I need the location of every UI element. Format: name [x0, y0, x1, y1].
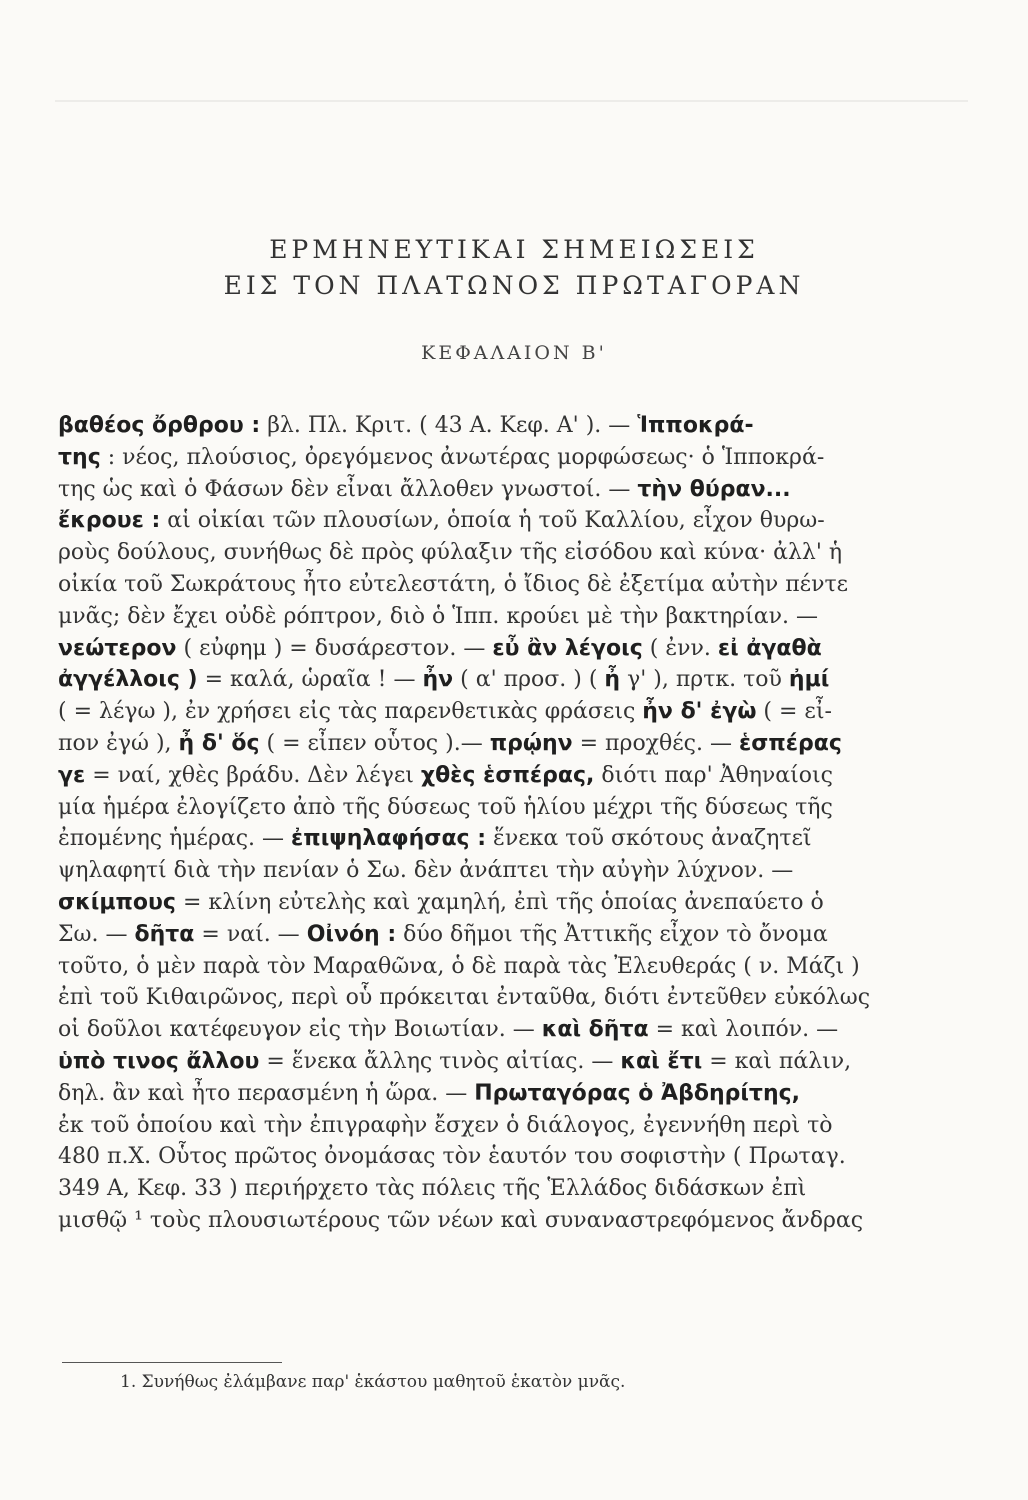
gloss: αἱ οἰκίαι τῶν πλουσίων, ὁποία ἡ τοῦ Καλλίου, εἶχον θυρω- [160, 508, 825, 534]
text-line [58, 537, 914, 569]
lemma: Οἰνόη : [306, 921, 397, 947]
text-line [58, 792, 914, 824]
footnote: 1. Συνήθως ἐλάμβανε παρ' ἑκάστου μαθητοῦ ἑκατὸν μνᾶς. [120, 1372, 626, 1392]
title-line-2: ΕΙΣ ΤΟΝ ΠΛΑΤΩΝΟΣ ΠΡΩΤΑΓΟΡΑΝ [223, 271, 805, 300]
text-line [58, 1141, 914, 1173]
text-line [58, 696, 914, 728]
gloss: : νέος, πλούσιος, ὀρεγόμενος ἀνωτέρας μορφώσεως· ὁ Ἱπποκρά- [100, 444, 825, 470]
lemma: της [58, 444, 101, 470]
gloss: = κλίνη εὐτελὴς καὶ χαμηλή, ἐπὶ τῆς ὁποίας ἀνεπαύετο ὁ [175, 889, 824, 915]
lemma: τὴν θύραν... [637, 476, 791, 502]
lemma: δῆτα [134, 921, 195, 947]
gloss: μία ἡμέρα ἐλογίζετο ἀπὸ τῆς δύσεως τοῦ ἡλίου μέχρι τῆς δύσεως τῆς [58, 794, 833, 820]
gloss: = καὶ λοιπόν. — [648, 1017, 839, 1043]
gloss: μνᾶς; δὲν ἔχει οὐδὲ ρόπτρον, διὸ ὁ Ἱππ. κρούει μὲ τὴν βακτηρίαν. — [58, 603, 818, 629]
text-line [58, 1173, 914, 1205]
gloss: 480 π.Χ. Οὗτος πρῶτος ὀνομάσας τὸν ἑαυτόν του σοφιστὴν ( Πρωταγ. [58, 1144, 846, 1170]
gloss: ψηλαφητί διὰ τὴν πενίαν ὁ Σω. δὲν ἀνάπτει τὴν αὐγὴν λύχνον. — [58, 858, 794, 884]
lemma: Ἱπποκρά- [637, 413, 754, 438]
gloss: 349 Α, Κεφ. 33 ) περιήρχετο τὰς πόλεις τῆς Ἑλλάδος διδάσκων ἐπὶ [58, 1176, 807, 1202]
lemma: εὖ ἂν λέγοις [492, 635, 643, 661]
lemma: ἔκρουε : [58, 508, 161, 534]
text-line [58, 1078, 914, 1110]
text-line [58, 442, 914, 474]
text-line [58, 664, 914, 696]
lemma: ἦν [422, 667, 454, 693]
chapter-label: ΚΕΦΑΛΑΙΟΝ Β' [421, 342, 607, 364]
gloss: τοῦτο, ὁ μὲν παρὰ τὸν Μαραθῶνα, ὁ δὲ παρὰ τὰς Ἐλευθεράς ( ν. Μάζι ) [58, 953, 860, 979]
gloss: ροὺς δούλους, συνήθως δὲ πρὸς φύλαξιν τῆς εἰσόδου καὶ κύνα· ἀλλ' ἡ [58, 540, 843, 566]
title-line-1: ΕΡΜΗΝΕΥΤΙΚΑΙ ΣΗΜΕΙΩΣΕΙΣ [269, 235, 759, 264]
lemma: εἰ ἀγαθὰ [717, 635, 822, 661]
gloss: Σω. — [58, 921, 135, 947]
lemma: ὑπὸ τινος ἄλλου [58, 1048, 260, 1074]
gloss: βλ. Πλ. Κριτ. ( 43 Α. Κεφ. Α' ). — [260, 413, 638, 438]
text-line [58, 823, 914, 855]
lemma: νεώτερον [58, 635, 177, 661]
gloss: οἰκία τοῦ Σωκράτους ἦτο εὐτελεστάτη, ὁ ἴδιος δὲ ἐξετίμα αὐτὴν πέντε [58, 571, 849, 597]
gloss: της ὡς καὶ ὁ Φάσων δὲν εἶναι ἄλλοθεν γνωστοί. — [58, 476, 638, 502]
lemma: ἦ δ' ὅς [178, 730, 260, 756]
bleed-through-text [55, 60, 968, 250]
gloss: ἐπὶ τοῦ Κιθαιρῶνος, περὶ οὗ πρόκειται ἐνταῦθα, διότι ἐντεῦθεν εὐκόλως [58, 985, 871, 1011]
lemma: ἑσπέρας [738, 730, 842, 756]
commentary-text [58, 410, 914, 1237]
text-line [58, 760, 914, 792]
lemma: γε [58, 762, 86, 788]
lemma: πρῴην [489, 730, 573, 756]
gloss: πον ἐγώ ), [58, 730, 179, 756]
gloss: ( εὐφημ ) = δυσάρεστον. — [176, 635, 493, 661]
lemma: Πρωταγόρας ὁ Ἀβδηρίτης, [474, 1080, 801, 1106]
lemma: ἦν δ' ἐγὼ [642, 699, 757, 725]
lemma: ἐπιψηλαφήσας : [291, 826, 487, 852]
gloss: ( = λέγω ), ἐν χρήσει εἰς τὰς παρενθετικὰς φράσεις [58, 699, 643, 725]
lemma: ἠμί [788, 667, 830, 693]
gloss: διότι παρ' Ἀθηναίοις [594, 762, 833, 788]
chapter-heading [0, 232, 1028, 364]
text-line [58, 728, 914, 760]
gloss: = καὶ πάλιν, [702, 1048, 852, 1074]
gloss: δύο δῆμοι τῆς Ἀττικῆς εἶχον τὸ ὄνομα [396, 921, 828, 947]
lemma: καὶ ἔτι [620, 1048, 703, 1074]
text-line [58, 1110, 914, 1142]
text-line [58, 569, 914, 601]
text-line [58, 505, 914, 537]
text-line [58, 1046, 914, 1078]
gloss: = ναί, χθὲς βράδυ. Δὲν λέγει [85, 762, 421, 788]
lemma: χθὲς ἑσπέρας, [420, 762, 595, 788]
gloss: = προχθές. — [572, 730, 739, 756]
gloss: οἱ δοῦλοι κατέφευγον εἰς τὴν Βοιωτίαν. — [58, 1017, 542, 1043]
text-line [58, 887, 914, 919]
gloss: = ναί. — [194, 921, 307, 947]
text-line [58, 855, 914, 887]
gloss: ( α' προσ. ) ( [453, 667, 605, 693]
gloss: δηλ. ἂν καὶ ἦτο περασμένη ἡ ὥρα. — [58, 1080, 475, 1106]
text-line [58, 982, 914, 1014]
gloss: ἐπομένης ἡμέρας. — [58, 826, 292, 852]
text-line [58, 1014, 914, 1046]
gloss: ( = εἶ- [756, 699, 832, 725]
gloss: ( = εἶπεν οὗτος ).— [259, 730, 490, 756]
lemma: ἦ [604, 667, 621, 693]
gloss: = καλά, ὡραῖα ! — [197, 667, 423, 693]
gloss: = ἕνεκα ἄλλης τινὸς αἰτίας. — [259, 1048, 621, 1074]
text-line [58, 601, 914, 633]
gloss: ἐκ τοῦ ὁποίου καὶ τὴν ἐπιγραφὴν ἔσχεν ὁ διάλογος, ἐγεννήθη περὶ τὸ [58, 1112, 833, 1138]
text-line [58, 474, 914, 506]
gloss: γ' ), πρτκ. τοῦ [620, 667, 789, 693]
text-line [58, 1205, 914, 1237]
text-line [58, 410, 914, 442]
lemma: βαθέος ὄρθρου : [58, 413, 261, 438]
footnote-rule [62, 1362, 282, 1363]
gloss: μισθῷ ¹ τοὺς πλουσιωτέρους τῶν νέων καὶ συναναστρεφόμενος ἄνδρας [58, 1207, 864, 1233]
text-line [58, 633, 914, 665]
text-line [58, 951, 914, 983]
lemma: καὶ δῆτα [541, 1017, 649, 1043]
lemma: ἀγγέλλοις ) [58, 667, 198, 693]
lemma: σκίμπους [58, 889, 176, 915]
gloss: ἕνεκα τοῦ σκότους ἀναζητεῖ [486, 826, 812, 852]
gloss: ( ἐνν. [642, 635, 718, 661]
text-line [58, 919, 914, 951]
